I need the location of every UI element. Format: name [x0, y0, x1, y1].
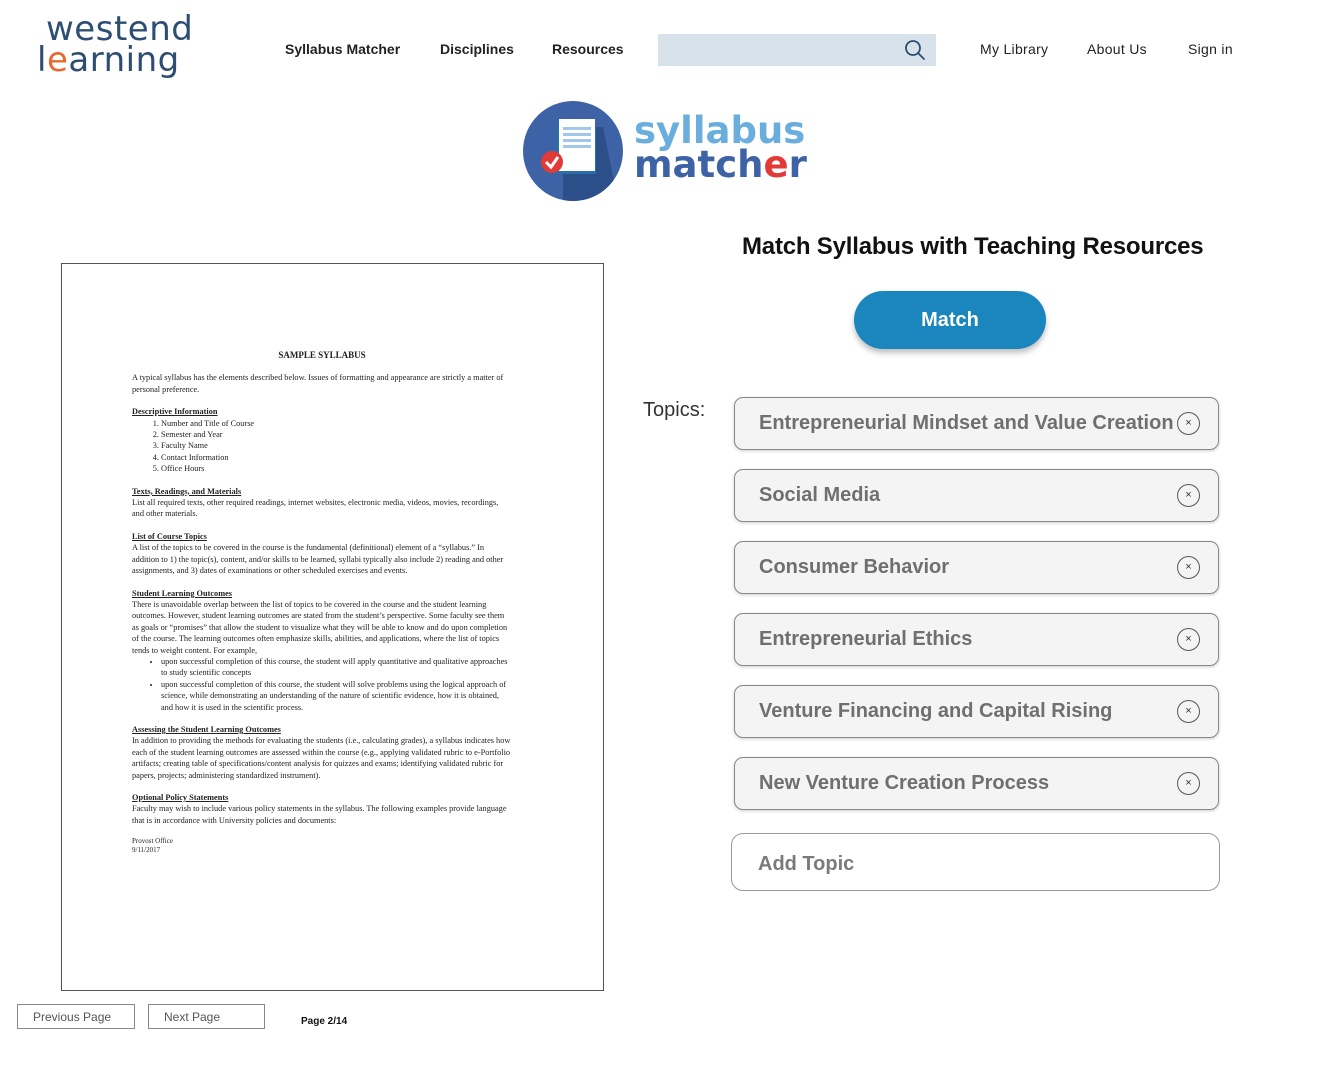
topic-label: Entrepreneurial Ethics	[759, 628, 973, 650]
match-button[interactable]: Match	[854, 291, 1046, 349]
remove-topic-icon[interactable]: ×	[1177, 772, 1200, 795]
topic-label: Venture Financing and Capital Rising	[759, 700, 1113, 722]
nav-resources[interactable]: Resources	[552, 41, 624, 57]
nav-syllabus-matcher[interactable]: Syllabus Matcher	[285, 41, 401, 57]
remove-topic-icon[interactable]: ×	[1177, 556, 1200, 579]
topic-label: Entrepreneurial Mindset and Value Creation	[759, 412, 1174, 434]
search-input[interactable]	[658, 34, 910, 66]
add-topic-box	[731, 833, 1220, 891]
nav-about-us[interactable]: About Us	[1087, 41, 1147, 57]
topic-chip	[734, 541, 1219, 594]
logo-line-2: learning	[37, 40, 180, 80]
document-footer: Provost Office 9/11/2017	[132, 837, 173, 855]
topic-chip	[734, 397, 1219, 450]
syllabus-document	[132, 350, 512, 855]
section-assessing-outcomes: Assessing the Student Learning Outcomes In addition to providing the methods for evaluating the students (i.e., calculating grades), a syllabus indicates how each of the student learning outcomes are assessed within the course (e.g., applying validated rubric to e-Portfolio artifacts; creating table of specifications/content analysis for quizzes and exams; identifying validated rubric for papers, projects; administering standardized instrument).	[132, 724, 511, 780]
topic-chip	[734, 613, 1219, 666]
logo-line-1: westend	[46, 9, 194, 49]
document-check-icon	[523, 101, 623, 201]
document-title: SAMPLE SYLLABUS	[278, 350, 366, 360]
nav-sign-in[interactable]: Sign in	[1188, 41, 1233, 57]
syllabus-preview	[61, 263, 604, 991]
topic-label: Consumer Behavior	[759, 556, 950, 578]
page-title: Match Syllabus with Teaching Resources	[742, 233, 1204, 260]
previous-page-button[interactable]: Previous Page	[17, 1004, 135, 1029]
document-intro: A typical syllabus has the elements described below. Issues of formatting and appearance are strictly a matter of personal preference.	[132, 373, 504, 394]
add-topic-input[interactable]	[756, 848, 1200, 880]
nav-disciplines[interactable]: Disciplines	[440, 41, 514, 57]
section-policy-statements: Optional Policy Statements Faculty may wish to include various policy statements in the syllabus. The following examples provide language that is in accordance with University policies and documents:	[132, 793, 507, 825]
remove-topic-icon[interactable]: ×	[1177, 700, 1200, 723]
topic-label: New Venture Creation Process	[759, 772, 1050, 794]
topic-chip	[734, 469, 1219, 522]
topics-label: Topics:	[643, 399, 706, 421]
syllabus-matcher-wordmark: syllabus matcher	[634, 109, 807, 186]
next-page-button[interactable]: Next Page	[148, 1004, 265, 1029]
section-texts-readings: Texts, Readings, and Materials List all required texts, other required readings, internet websites, electronic media, videos, movies, recordings, and other materials.	[132, 486, 499, 519]
topic-chip	[734, 685, 1219, 738]
syllabus-matcher-logo-icon	[523, 101, 623, 201]
topic-chip	[734, 757, 1219, 810]
topic-label: Social Media	[759, 484, 881, 506]
section-descriptive-information: Descriptive Information 1. Number and Title of Course 2. Semester and Year 3. Faculty Name 4. Contact Information 5. Office Hours	[132, 406, 512, 474]
remove-topic-icon[interactable]: ×	[1177, 628, 1200, 651]
westend-learning-logo[interactable]	[37, 9, 194, 80]
search-box	[658, 34, 936, 66]
nav-my-library[interactable]: My Library	[980, 41, 1049, 57]
remove-topic-icon[interactable]: ×	[1177, 484, 1200, 507]
section-course-topics: List of Course Topics A list of the topics to be covered in the course is the fundamental (definitional) element of a “syllabus.” In addition to 1) the topic(s), content, and/or skills to be learned, syllabi typically also include 2) reading and other assignments, and 3) dates of examinations or other scheduled exercises and events.	[132, 531, 504, 576]
page-indicator: Page 2/14	[301, 1016, 348, 1027]
section-learning-outcomes: Student Learning Outcomes There is unavoidable overlap between the list of topics to be covered in the course and the student learning outcomes. However, student learning outcomes are stated from the student’s perspective. Some faculty see them as goals or “promises” that allow the student to visualize what they will be able to know and do upon completion of the course. The learning outcomes often emphasize skills, abilities, and applications, where the list of topics tends to weight content. For example, • upon successful completion of this course, the student will apply quantitative and qualitative approaches to study scientific concepts • upon successful completion of this course, the student will solve problems using the logical approach of science, while demonstrating an understanding of the nature of scientific evidence, how it is obtained, and how it is used in the scientific process.	[132, 588, 512, 713]
remove-topic-icon[interactable]: ×	[1177, 412, 1200, 435]
search-icon[interactable]	[904, 39, 926, 61]
